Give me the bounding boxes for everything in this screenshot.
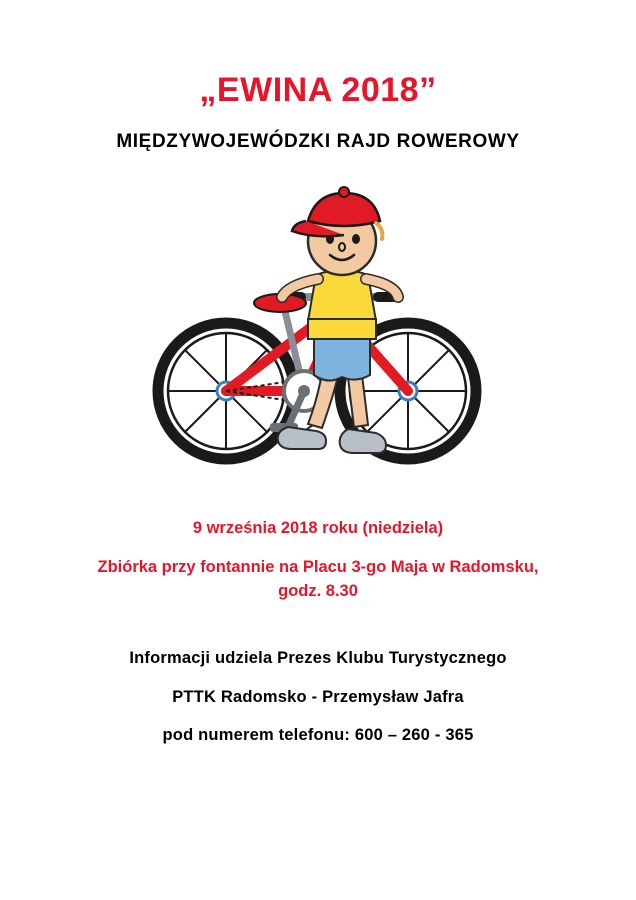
contact-line-2: PTTK Radomsko - Przemysław Jafra <box>172 687 464 706</box>
page-title: „EWINA 2018” <box>199 71 437 109</box>
page-subtitle: MIĘDZYWOJEWÓDZKI RAJD ROWEROWY <box>116 131 520 153</box>
meeting-point: Zbiórka przy fontannie na Placu 3-go Maja w Radomsku, godz. 8.30 <box>97 558 539 601</box>
event-date: 9 września 2018 roku (niedziela) <box>192 519 444 538</box>
contact-line-3: pod numerem telefonu: 600 – 260 - 365 <box>162 726 474 745</box>
contact-line-1: Informacji udziela Prezes Klubu Turystycznego <box>129 649 507 668</box>
boy-with-bicycle-illustration <box>108 179 528 479</box>
contact-info <box>58 650 578 744</box>
